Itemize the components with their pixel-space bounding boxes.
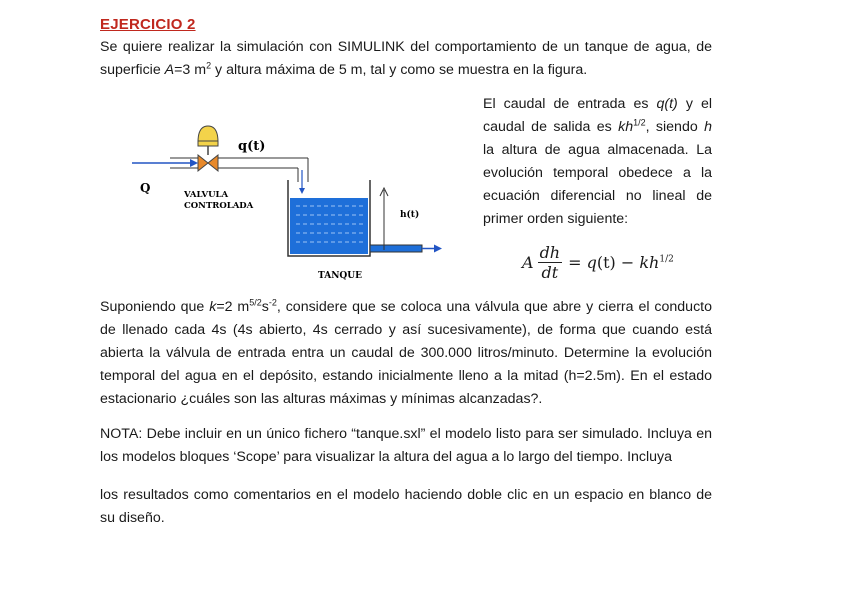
intro-text-2: y altura máxima de 5 m, tal y como se muestra en la figura. (211, 62, 588, 78)
eq-kh: kh (639, 253, 660, 272)
valvula-label: VALVULA (184, 190, 229, 200)
eq-fraction (538, 243, 563, 282)
intro-text-1: Se quiere realizar la simulación con SIMULINK del comportamiento de un tanque de agua, de superficie (100, 39, 712, 78)
closing-paragraph: los resultados como comentarios en el modelo haciendo doble clic en un espacio en blanco de su diseño. (100, 487, 712, 526)
var-k: k (209, 299, 217, 315)
problem-text-4: , considere que se coloca una válvula que abre y cierra el conducto de llenado cada 4s (4s abierto, 4s cerrado y así sucesivamente), de forma que cuando está abierta la válvula de entrada entra un caudal de 300.000 litros/minuto. Determine la evolución temporal del agua en el depósito, estando inicialmente lleno a la mitad (h=2.5m). En el estado estacionario ¿cuáles son las alturas máximas y mínimas alcanzadas?. (100, 299, 712, 407)
q-label: Q (140, 181, 151, 195)
outflow-arrow-icon (434, 245, 442, 253)
controlada-label: CONTROLADA (184, 201, 254, 211)
eq-a: A (522, 253, 534, 272)
problem-paragraph (100, 296, 712, 411)
area-exponent: 2 (206, 60, 212, 71)
eq-equals: = (568, 253, 587, 272)
flow-text-3: , siendo (645, 119, 705, 135)
problem-text-1: Suponiendo que (100, 299, 210, 315)
k-exponent-2: -2 (268, 297, 277, 308)
q-t-label: q(t) (238, 139, 266, 154)
eq-t-minus: (t) − (596, 253, 640, 272)
flow-description (483, 93, 712, 231)
eq-rhs (568, 253, 674, 272)
var-kh: kh (618, 119, 634, 135)
differential-equation (522, 243, 674, 282)
flow-text-1: El caudal de entrada es (483, 96, 657, 112)
h-t-label: h(t) (400, 210, 420, 220)
tank-water (290, 198, 368, 254)
problem-text-3: s (261, 299, 269, 315)
tanque-label: TANQUE (318, 271, 362, 281)
var-a: A (164, 62, 175, 78)
var-h: h (704, 119, 712, 135)
intro-paragraph (100, 36, 712, 82)
falling-water-arrow-icon (299, 188, 305, 194)
eq-q: q (586, 253, 597, 272)
eq-exponent: 1/2 (659, 254, 674, 265)
valve-actuator-icon (198, 126, 218, 142)
tank-diagram (130, 120, 450, 290)
flow-text-2: y el caudal de salida es (483, 96, 712, 135)
valve-body-left (198, 155, 208, 171)
var-q-t: q(t) (656, 96, 678, 112)
problem-text-2: =2 m (216, 299, 250, 315)
nota-paragraph: NOTA: Debe incluir en un único fichero “tanque.sxl” el modelo listo para ser simulado. Incluya en los modelos bloques ‘Scope’ para visualizar la altura del agua a lo largo del tiempo. Incluya (100, 426, 712, 465)
exercise-title: EJERCICIO 2 (100, 16, 196, 33)
inflow-arrow-icon (190, 159, 198, 167)
eq-numerator: dh (539, 243, 561, 262)
kh-exponent: 1/2 (633, 117, 646, 128)
valve-body-right (208, 155, 218, 171)
k-exponent-1: 5/2 (249, 297, 262, 308)
flow-text-4: la altura de agua almacenada. La evolución temporal obedece a la ecuación diferencial no lineal de primer orden siguiente: (483, 142, 712, 227)
eq-denominator: dt (541, 263, 559, 282)
area-value: =3 m (174, 62, 207, 78)
outlet-pipe (370, 245, 422, 252)
valve-actuator-base (198, 141, 218, 146)
